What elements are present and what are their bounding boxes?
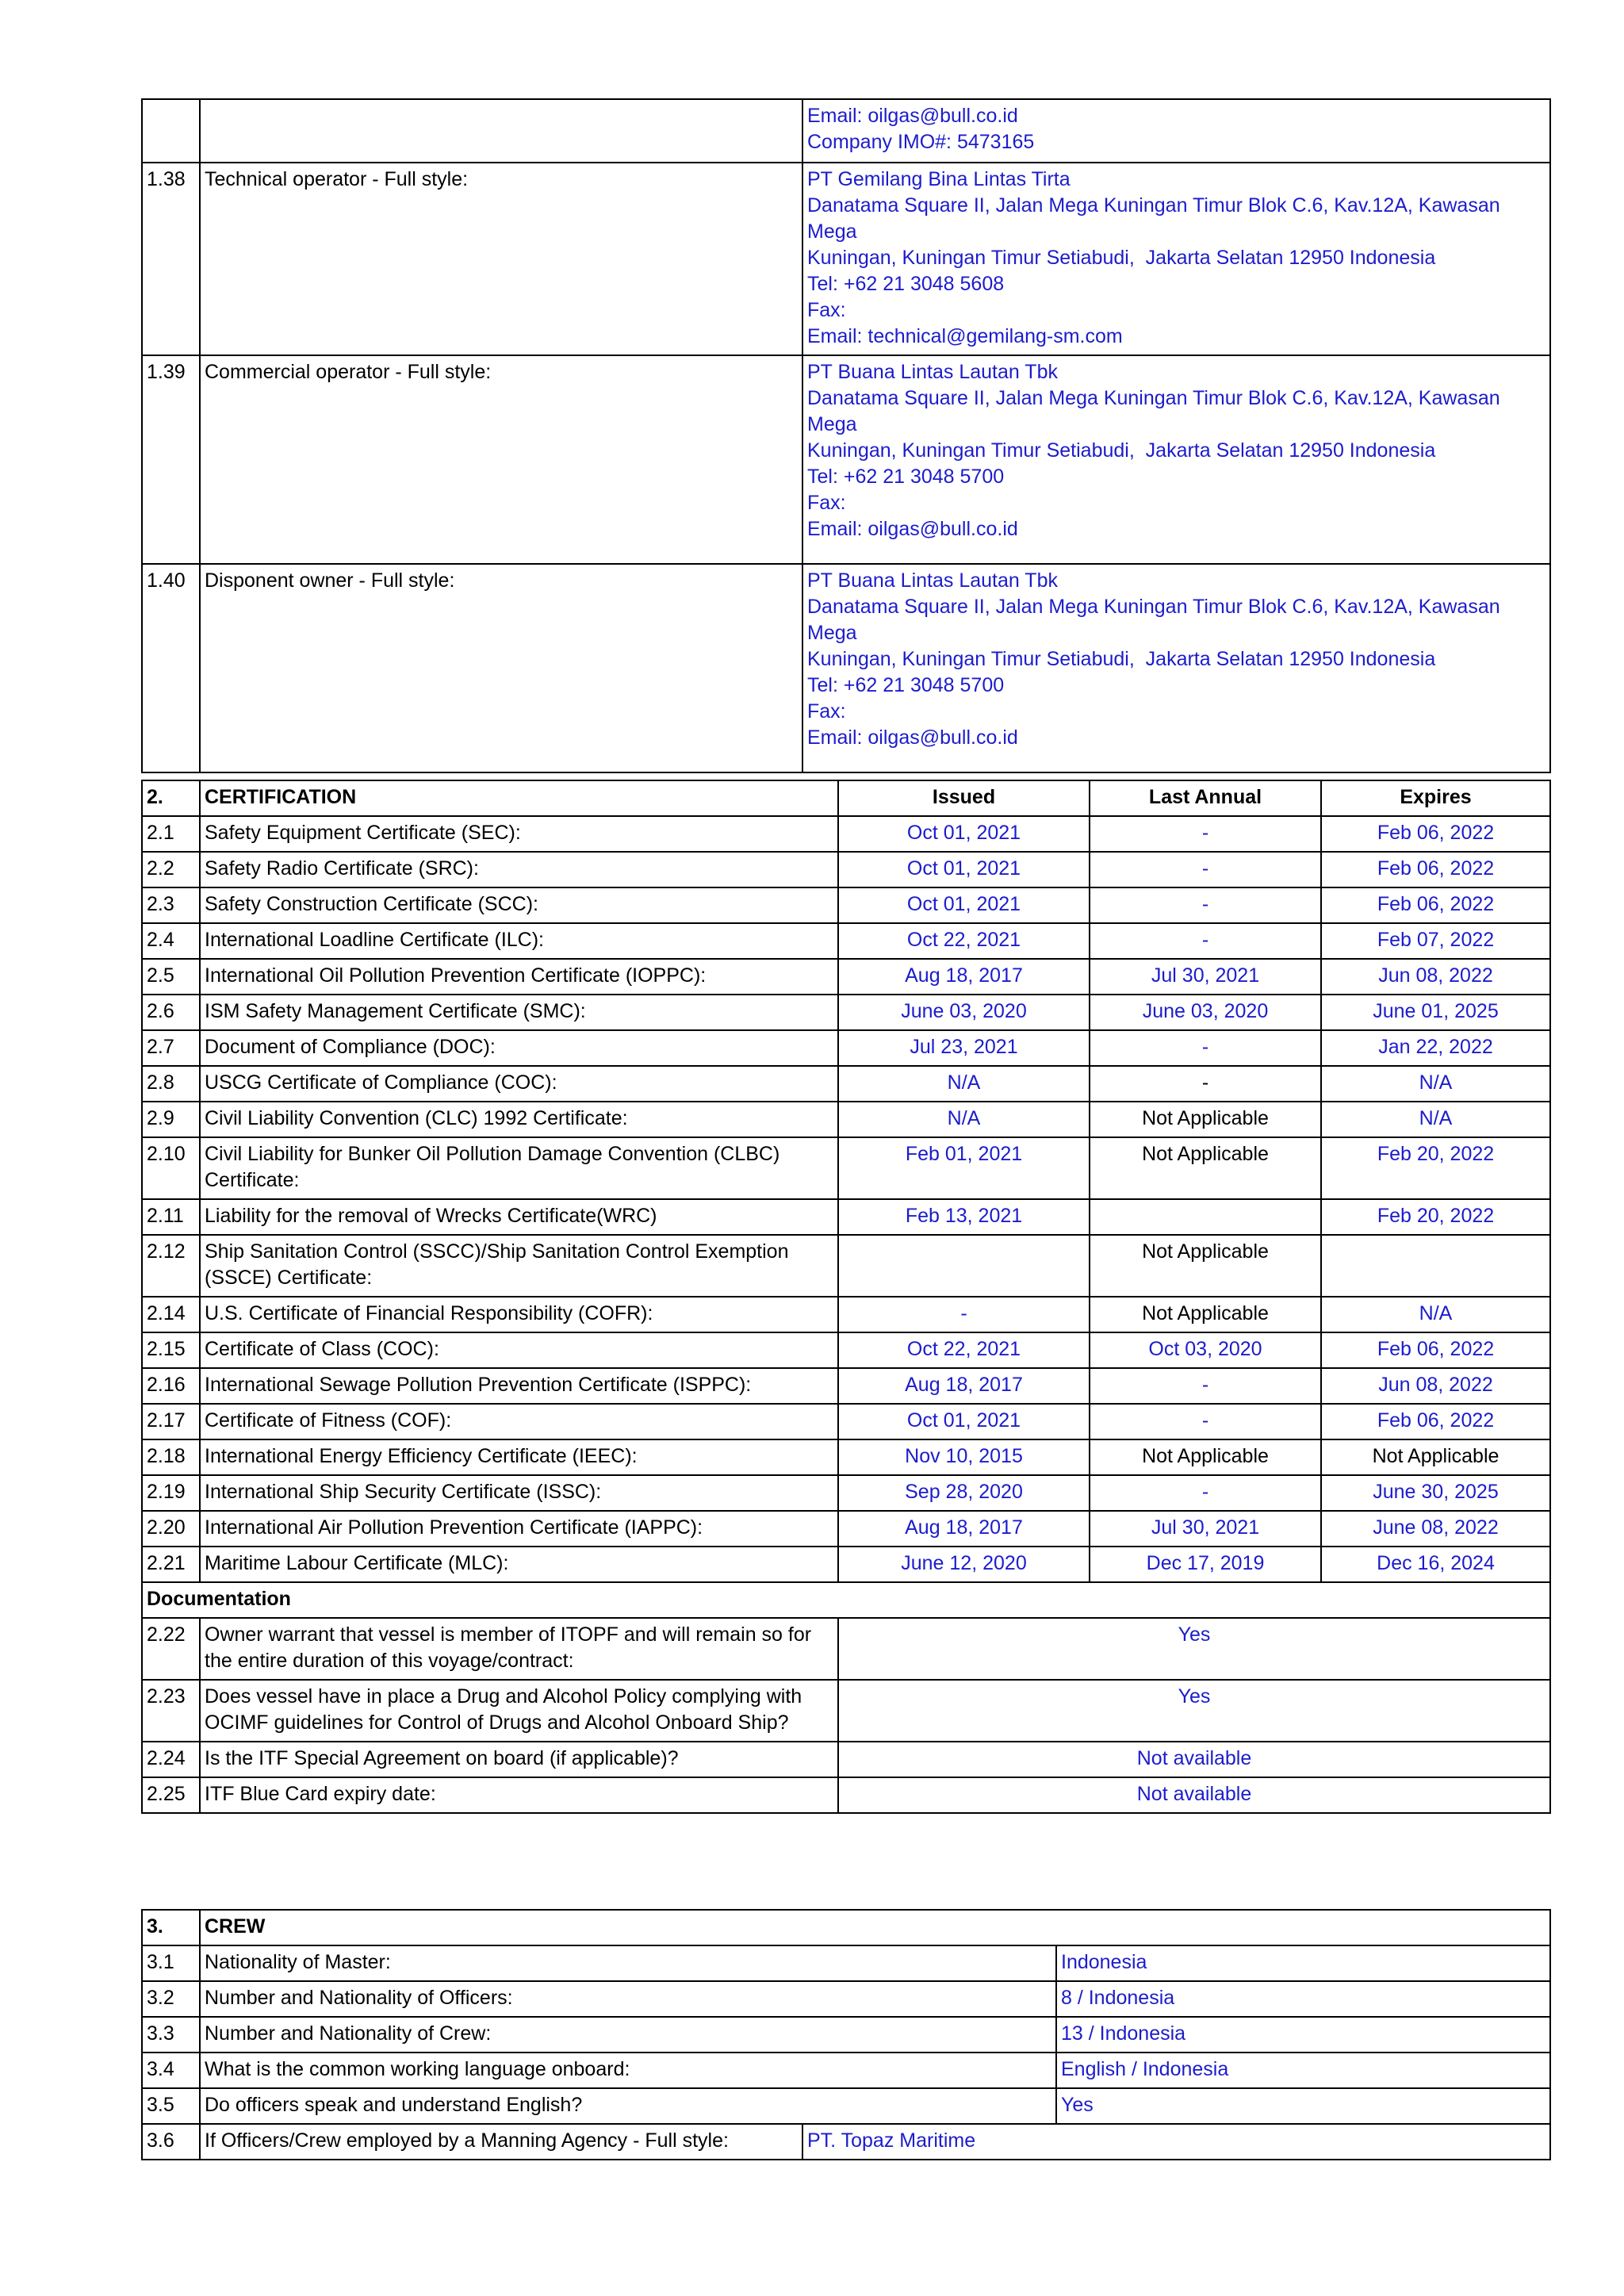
issued-date: Aug 18, 2017: [838, 1511, 1090, 1547]
certificate-row: [142, 1102, 1550, 1137]
certificate-name: Civil Liability Convention (CLC) 1992 Certificate:: [200, 1102, 838, 1137]
row-number: 2.9: [142, 1102, 200, 1137]
certificate-row: [142, 1368, 1550, 1404]
last-annual-date: June 03, 2020: [1090, 995, 1321, 1030]
col-expires-header: Expires: [1321, 780, 1550, 816]
row-label: Disponent owner - Full style:: [200, 564, 802, 772]
row-number: 2.7: [142, 1030, 200, 1066]
answer-value: 13 / Indonesia: [1056, 2017, 1550, 2053]
expires-date: Jan 22, 2022: [1321, 1030, 1550, 1066]
row-number: 2.14: [142, 1297, 200, 1332]
detail-line: Email: oilgas@bull.co.id: [807, 518, 1018, 540]
operator-row: [142, 163, 1550, 355]
detail-line: Fax:: [807, 700, 846, 723]
detail-line: Tel: +62 21 3048 5700: [807, 674, 1005, 696]
row-number: 2.25: [142, 1777, 200, 1813]
expires-date: Feb 06, 2022: [1321, 887, 1550, 923]
certificate-name: Safety Radio Certificate (SRC):: [200, 852, 838, 887]
certificate-row: [142, 1235, 1550, 1297]
answer-value: Not available: [838, 1777, 1550, 1813]
row-number: 2.21: [142, 1547, 200, 1582]
question-label: Do officers speak and understand English?: [200, 2088, 1056, 2124]
expires-date: N/A: [1321, 1102, 1550, 1137]
detail-line: Danatama Square II, Jalan Mega Kuningan Timur Blok C.6, Kav.12A, Kawasan Mega: [807, 596, 1506, 644]
certificate-row: [142, 1404, 1550, 1439]
issued-date: Oct 01, 2021: [838, 887, 1090, 923]
row-number: 2.24: [142, 1742, 200, 1777]
row-label: Commercial operator - Full style:: [200, 355, 802, 564]
issued-date: Sep 28, 2020: [838, 1475, 1090, 1511]
row-number: 2.4: [142, 923, 200, 959]
issued-date: Oct 01, 2021: [838, 1404, 1090, 1439]
detail-line: Fax:: [807, 492, 846, 514]
documentation-header-row: [142, 1582, 1550, 1618]
row-number: 2.1: [142, 816, 200, 852]
operator-details: [802, 355, 1550, 564]
expires-date: Feb 06, 2022: [1321, 852, 1550, 887]
last-annual-date: -: [1090, 1030, 1321, 1066]
row-number: 2.22: [142, 1618, 200, 1680]
issued-date: N/A: [838, 1102, 1090, 1137]
certificate-row: [142, 1199, 1550, 1235]
last-annual-date: -: [1090, 1404, 1321, 1439]
expires-date: Feb 06, 2022: [1321, 1332, 1550, 1368]
last-annual-date: Not Applicable: [1090, 1439, 1321, 1475]
certificate-row: [142, 1439, 1550, 1475]
issued-date: Nov 10, 2015: [838, 1439, 1090, 1475]
certificate-name: Maritime Labour Certificate (MLC):: [200, 1547, 838, 1582]
detail-line: Kuningan, Kuningan Timur Setiabudi, Jakarta Selatan 12950 Indonesia: [807, 247, 1436, 269]
operator-row: [142, 99, 1550, 163]
detail-line: PT Gemilang Bina Lintas Tirta: [807, 168, 1071, 190]
row-number: 2.12: [142, 1235, 200, 1297]
certificate-row: [142, 1332, 1550, 1368]
certificate-name: U.S. Certificate of Financial Responsibility (COFR):: [200, 1297, 838, 1332]
issued-date: Oct 22, 2021: [838, 1332, 1090, 1368]
expires-date: Not Applicable: [1321, 1439, 1550, 1475]
last-annual-date: Not Applicable: [1090, 1137, 1321, 1199]
last-annual-date: Oct 03, 2020: [1090, 1332, 1321, 1368]
last-annual-date: -: [1090, 852, 1321, 887]
certificate-row: [142, 923, 1550, 959]
row-number: 3.6: [142, 2124, 200, 2160]
certificate-row: [142, 1547, 1550, 1582]
row-label: Technical operator - Full style:: [200, 163, 802, 355]
answer-value: Yes: [838, 1618, 1550, 1680]
last-annual-date: -: [1090, 887, 1321, 923]
last-annual-date: [1090, 1199, 1321, 1235]
question-label: Number and Nationality of Crew:: [200, 2017, 1056, 2053]
documentation-row: [142, 1777, 1550, 1813]
row-number: 2.19: [142, 1475, 200, 1511]
expires-date: Jun 08, 2022: [1321, 1368, 1550, 1404]
certificate-row: [142, 1475, 1550, 1511]
issued-date: Oct 22, 2021: [838, 923, 1090, 959]
row-number: 1.39: [142, 355, 200, 564]
detail-line: Tel: +62 21 3048 5608: [807, 273, 1005, 295]
last-annual-date: -: [1090, 1066, 1321, 1102]
certificate-name: Safety Construction Certificate (SCC):: [200, 887, 838, 923]
row-number: 2.15: [142, 1332, 200, 1368]
row-number: 2.2: [142, 852, 200, 887]
row-number: 3.5: [142, 2088, 200, 2124]
expires-date: Feb 06, 2022: [1321, 1404, 1550, 1439]
row-number: 3.2: [142, 1981, 200, 2017]
question-label: Is the ITF Special Agreement on board (if applicable)?: [200, 1742, 838, 1777]
documentation-title: Documentation: [142, 1582, 1550, 1618]
last-annual-date: -: [1090, 1368, 1321, 1404]
last-annual-date: Not Applicable: [1090, 1297, 1321, 1332]
col-issued-header: Issued: [838, 780, 1090, 816]
row-number: 2.23: [142, 1680, 200, 1742]
issued-date: Feb 01, 2021: [838, 1137, 1090, 1199]
certificate-name: International Ship Security Certificate (ISSC):: [200, 1475, 838, 1511]
question-label: Number and Nationality of Officers:: [200, 1981, 1056, 2017]
row-number: 2.3: [142, 887, 200, 923]
detail-line: Danatama Square II, Jalan Mega Kuningan Timur Blok C.6, Kav.12A, Kawasan Mega: [807, 387, 1506, 435]
certificate-name: International Air Pollution Prevention Certificate (IAPPC):: [200, 1511, 838, 1547]
certificate-name: International Energy Efficiency Certificate (IEEC):: [200, 1439, 838, 1475]
issued-date: N/A: [838, 1066, 1090, 1102]
last-annual-date: -: [1090, 923, 1321, 959]
row-number: [142, 99, 200, 163]
certificate-name: International Loadline Certificate (ILC):: [200, 923, 838, 959]
certificate-row: [142, 995, 1550, 1030]
expires-date: N/A: [1321, 1066, 1550, 1102]
certificate-name: Ship Sanitation Control (SSCC)/Ship Sanitation Control Exemption (SSCE) Certificate:: [200, 1235, 838, 1297]
certificate-name: Certificate of Fitness (COF):: [200, 1404, 838, 1439]
section-title: CERTIFICATION: [200, 780, 838, 816]
answer-value: 8 / Indonesia: [1056, 1981, 1550, 2017]
issued-date: [838, 1235, 1090, 1297]
issued-date: June 03, 2020: [838, 995, 1090, 1030]
detail-line: PT Buana Lintas Lautan Tbk: [807, 361, 1058, 383]
crew-row: [142, 2088, 1550, 2124]
operator-row: [142, 564, 1550, 772]
manning-agency-row: [142, 2124, 1550, 2160]
crew-row: [142, 2017, 1550, 2053]
certificate-name: Safety Equipment Certificate (SEC):: [200, 816, 838, 852]
row-number: 3.4: [142, 2053, 200, 2088]
row-number: 2.11: [142, 1199, 200, 1235]
expires-date: Feb 07, 2022: [1321, 923, 1550, 959]
expires-date: [1321, 1235, 1550, 1297]
certificate-row: [142, 816, 1550, 852]
expires-date: June 30, 2025: [1321, 1475, 1550, 1511]
question-label: Owner warrant that vessel is member of ITOPF and will remain so for the entire duration of this voyage/contract:: [200, 1618, 838, 1680]
detail-line: Tel: +62 21 3048 5700: [807, 466, 1005, 488]
question-label: Nationality of Master:: [200, 1945, 1056, 1981]
expires-date: Jun 08, 2022: [1321, 959, 1550, 995]
detail-line: PT Buana Lintas Lautan Tbk: [807, 569, 1058, 592]
detail-line: Fax:: [807, 299, 846, 321]
certificate-row: [142, 959, 1550, 995]
documentation-row: [142, 1742, 1550, 1777]
section-title: CREW: [200, 1910, 1550, 1945]
question-label: Does vessel have in place a Drug and Alcohol Policy complying with OCIMF guidelines for Control of Drugs and Alcohol Onboard Ship?: [200, 1680, 838, 1742]
last-annual-date: Not Applicable: [1090, 1102, 1321, 1137]
certificate-row: [142, 1511, 1550, 1547]
row-label: [200, 99, 802, 163]
expires-date: N/A: [1321, 1297, 1550, 1332]
issued-date: -: [838, 1297, 1090, 1332]
row-number: 1.40: [142, 564, 200, 772]
expires-date: June 08, 2022: [1321, 1511, 1550, 1547]
detail-line: Company IMO#: 5473165: [807, 131, 1035, 153]
expires-date: June 01, 2025: [1321, 995, 1550, 1030]
certification-table: [141, 780, 1551, 1814]
last-annual-date: Not Applicable: [1090, 1235, 1321, 1297]
certificate-name: Liability for the removal of Wrecks Certificate(WRC): [200, 1199, 838, 1235]
last-annual-date: -: [1090, 1475, 1321, 1511]
row-number: 2.8: [142, 1066, 200, 1102]
issued-date: Oct 01, 2021: [838, 852, 1090, 887]
certificate-row: [142, 887, 1550, 923]
detail-line: Danatama Square II, Jalan Mega Kuningan Timur Blok C.6, Kav.12A, Kawasan Mega: [807, 194, 1506, 243]
section-number: 2.: [142, 780, 200, 816]
row-number: 2.17: [142, 1404, 200, 1439]
certificate-row: [142, 852, 1550, 887]
answer-value: Yes: [838, 1680, 1550, 1742]
question-label: If Officers/Crew employed by a Manning Agency - Full style:: [200, 2124, 802, 2160]
certificate-row: [142, 1297, 1550, 1332]
certificate-row: [142, 1066, 1550, 1102]
operator-details: [802, 163, 1550, 355]
last-annual-date: -: [1090, 816, 1321, 852]
documentation-row: [142, 1680, 1550, 1742]
row-number: 1.38: [142, 163, 200, 355]
last-annual-date: Jul 30, 2021: [1090, 959, 1321, 995]
certificate-name: Document of Compliance (DOC):: [200, 1030, 838, 1066]
row-number: 2.6: [142, 995, 200, 1030]
col-last-annual-header: Last Annual: [1090, 780, 1321, 816]
detail-line: Email: oilgas@bull.co.id: [807, 726, 1018, 749]
row-number: 3.1: [142, 1945, 200, 1981]
row-number: 2.16: [142, 1368, 200, 1404]
answer-value: Yes: [1056, 2088, 1550, 2124]
manning-agency-value: PT. Topaz Maritime: [802, 2124, 1550, 2160]
question-label: What is the common working language onboard:: [200, 2053, 1056, 2088]
operator-details: [802, 564, 1550, 772]
expires-date: Feb 20, 2022: [1321, 1137, 1550, 1199]
issued-date: Aug 18, 2017: [838, 1368, 1090, 1404]
expires-date: Dec 16, 2024: [1321, 1547, 1550, 1582]
issued-date: June 12, 2020: [838, 1547, 1090, 1582]
row-number: 2.18: [142, 1439, 200, 1475]
row-number: 2.10: [142, 1137, 200, 1199]
documentation-row: [142, 1618, 1550, 1680]
crew-row: [142, 2053, 1550, 2088]
certificate-name: Civil Liability for Bunker Oil Pollution Damage Convention (CLBC) Certificate:: [200, 1137, 838, 1199]
certification-header-row: [142, 780, 1550, 816]
detail-line: Email: oilgas@bull.co.id: [807, 105, 1018, 127]
expires-date: Feb 20, 2022: [1321, 1199, 1550, 1235]
last-annual-date: Jul 30, 2021: [1090, 1511, 1321, 1547]
question-label: ITF Blue Card expiry date:: [200, 1777, 838, 1813]
row-number: 3.3: [142, 2017, 200, 2053]
certificate-row: [142, 1030, 1550, 1066]
detail-line: Kuningan, Kuningan Timur Setiabudi, Jakarta Selatan 12950 Indonesia: [807, 439, 1436, 462]
section-number: 3.: [142, 1910, 200, 1945]
crew-header-row: [142, 1910, 1550, 1945]
issued-date: Oct 01, 2021: [838, 816, 1090, 852]
certificate-name: International Oil Pollution Prevention Certificate (IOPPC):: [200, 959, 838, 995]
crew-row: [142, 1981, 1550, 2017]
certificate-name: Certificate of Class (COC):: [200, 1332, 838, 1368]
row-number: 2.5: [142, 959, 200, 995]
answer-value: Not available: [838, 1742, 1550, 1777]
certificate-row: [142, 1137, 1550, 1199]
expires-date: Feb 06, 2022: [1321, 816, 1550, 852]
operator-row: [142, 355, 1550, 564]
answer-value: English / Indonesia: [1056, 2053, 1550, 2088]
issued-date: Jul 23, 2021: [838, 1030, 1090, 1066]
certificate-name: International Sewage Pollution Prevention Certificate (ISPPC):: [200, 1368, 838, 1404]
crew-table: [141, 1909, 1551, 2160]
detail-line: Kuningan, Kuningan Timur Setiabudi, Jakarta Selatan 12950 Indonesia: [807, 648, 1436, 670]
row-number: 2.20: [142, 1511, 200, 1547]
issued-date: Feb 13, 2021: [838, 1199, 1090, 1235]
crew-row: [142, 1945, 1550, 1981]
last-annual-date: Dec 17, 2019: [1090, 1547, 1321, 1582]
issued-date: Aug 18, 2017: [838, 959, 1090, 995]
certificate-name: ISM Safety Management Certificate (SMC):: [200, 995, 838, 1030]
operator-details: [802, 99, 1550, 163]
detail-line: Email: technical@gemilang-sm.com: [807, 325, 1123, 347]
certificate-name: USCG Certificate of Compliance (COC):: [200, 1066, 838, 1102]
answer-value: Indonesia: [1056, 1945, 1550, 1981]
section1-table: [141, 98, 1551, 773]
